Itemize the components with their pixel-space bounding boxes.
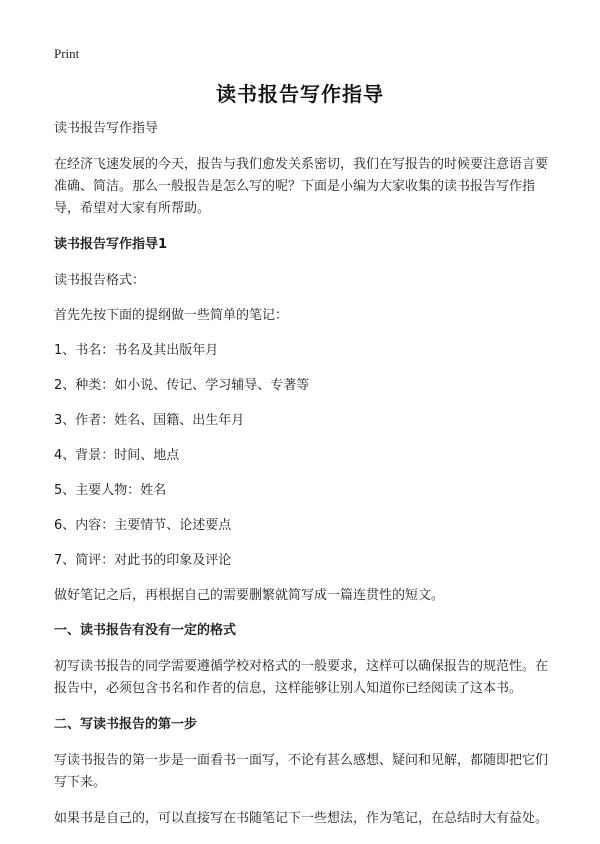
document-body bbox=[54, 118, 554, 844]
page-title: 读书报告写作指导 bbox=[216, 82, 384, 106]
format-paragraph: 初写读书报告的同学需要遵循学校对格式的一般要求，这样可以确保报告的规范性。在报告中，必须包含书名和作者的信息，这样能够让别人知道你已经阅读了这本书。 bbox=[54, 659, 549, 696]
list-item: 3、作者：姓名、国籍、出生年月 bbox=[54, 413, 245, 428]
subtitle: 读书报告写作指导 bbox=[54, 121, 159, 136]
list-item: 2、种类：如小说、传记、学习辅导、专著等 bbox=[54, 378, 310, 393]
list-item: 5、主要人物：姓名 bbox=[54, 483, 167, 498]
section-heading-format: 一、读书报告有没有一定的格式 bbox=[54, 623, 237, 638]
print-label: Print bbox=[54, 46, 80, 61]
list-item: 4、背景：时间、地点 bbox=[54, 448, 180, 463]
list-item: 1、书名：书名及其出版年月 bbox=[54, 343, 219, 358]
first-step-paragraph: 写读书报告的第一步是一面看书一面写，不论有甚么感想、疑问和见解，都随即把它们写下来。 bbox=[54, 753, 549, 790]
format-label: 读书报告格式： bbox=[54, 273, 146, 288]
list-item: 7、简评：对此书的印象及评论 bbox=[54, 553, 232, 568]
after-notes-paragraph: 做好笔记之后，再根据自己的需要删繁就简写成一篇连贯性的短文。 bbox=[54, 588, 445, 603]
notes-paragraph: 如果书是自己的，可以直接写在书随笔记下一些想法，作为笔记，在总结时大有益处。 bbox=[54, 811, 549, 826]
section-heading-1: 读书报告写作指导1 bbox=[54, 237, 168, 252]
section-heading-first-step: 二、写读书报告的第一步 bbox=[54, 717, 198, 732]
outline-intro: 首先先按下面的提纲做一些简单的笔记： bbox=[54, 308, 289, 323]
intro-paragraph: 在经济飞速发展的今天，报告与我们愈发关系密切，我们在写报告的时候要注意语言要准确、简洁。那么一般报告是怎么写的呢？下面是小编为大家收集的读书报告写作指导，希望对大家有所帮助。 bbox=[54, 157, 549, 216]
list-item: 6、内容：主要情节、论述要点 bbox=[54, 518, 232, 533]
